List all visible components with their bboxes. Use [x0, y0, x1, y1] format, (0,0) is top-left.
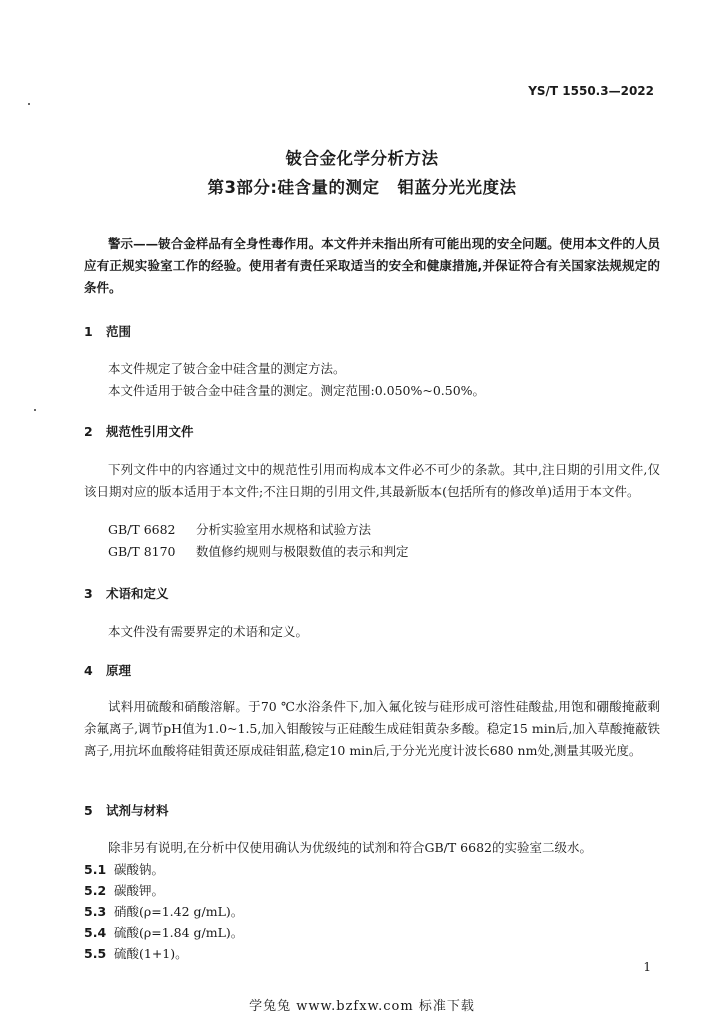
- reference-code: GB/T 6682: [108, 522, 176, 537]
- item-number: 5.4: [84, 925, 107, 940]
- reagent-item: [84, 923, 243, 941]
- reference-code: GB/T 8170: [108, 544, 176, 559]
- reagent-item: [84, 860, 164, 878]
- section-title: 范围: [106, 324, 132, 339]
- section-2-heading: [84, 422, 194, 440]
- scope-line-1: 本文件规定了铍合金中硅含量的测定方法。: [108, 361, 346, 376]
- section-4-heading: [84, 661, 131, 679]
- item-text: 硝酸(ρ=1.42 g/mL)。: [114, 904, 244, 919]
- item-text: 碳酸钾。: [114, 883, 165, 898]
- section-number: 1: [84, 324, 93, 339]
- item-text: 硫酸(1+1)。: [114, 946, 188, 961]
- section-5-heading: [84, 801, 169, 819]
- item-number: 5.5: [84, 946, 107, 961]
- document-subtitle: [0, 174, 724, 198]
- reference-title: 分析实验室用水规格和试验方法: [196, 522, 372, 537]
- reagents-intro: 除非另有说明,在分析中仅使用确认为优级纯的试剂和符合GB/T 6682的实验室二级水。: [108, 840, 592, 855]
- subtitle-part-1: 第3部分:硅含量的测定: [207, 178, 380, 197]
- reagent-item: [84, 881, 164, 899]
- subtitle-part-2: 钼蓝分光光度法: [397, 178, 517, 197]
- scope-line-2: 本文件适用于铍合金中硅含量的测定。测定范围:0.050%~0.50%。: [108, 383, 486, 398]
- section-title: 术语和定义: [106, 586, 169, 601]
- section-number: 2: [84, 424, 93, 439]
- reference-item: [108, 542, 409, 560]
- item-text: 硫酸(ρ=1.84 g/mL)。: [114, 925, 244, 940]
- standard-number: YS/T 1550.3—2022: [528, 84, 654, 98]
- section-1-heading: [84, 322, 131, 340]
- section-number: 4: [84, 663, 93, 678]
- reference-title: 数值修约规则与极限数值的表示和判定: [196, 544, 409, 559]
- section-number: 3: [84, 586, 93, 601]
- item-text: 碳酸钠。: [114, 862, 165, 877]
- section-number: 5: [84, 803, 93, 818]
- page-number: 1: [643, 960, 651, 974]
- scan-mark: [28, 103, 30, 105]
- watermark-footer: 学兔兔 www.bzfxw.com 标准下载: [249, 999, 475, 1014]
- document-title: 铍合金化学分析方法: [285, 149, 439, 168]
- section-title: 试剂与材料: [106, 803, 169, 818]
- normative-references-paragraph: 下列文件中的内容通过文中的规范性引用而构成本文件必不可少的条款。其中,注日期的引用文件,仅该日期对应的版本适用于本文件;不注日期的引用文件,其最新版本(包括所有的修改单)适用于本文件。: [84, 462, 660, 499]
- warning-paragraph: 警示——铍合金样品有全身性毒作用。本文件并未指出所有可能出现的安全问题。使用本文件的人员应有正规实验室工作的经验。使用者有责任采取适当的安全和健康措施,并保证符合有关国家法规规定的条件。: [84, 236, 660, 295]
- item-number: 5.2: [84, 883, 107, 898]
- section-3-heading: [84, 584, 169, 602]
- item-number: 5.1: [84, 862, 107, 877]
- reagent-item: [84, 902, 243, 920]
- terms-line: 本文件没有需要界定的术语和定义。: [108, 624, 309, 639]
- section-title: 规范性引用文件: [106, 424, 194, 439]
- scan-mark: [34, 409, 36, 411]
- reference-item: [108, 520, 371, 538]
- reagent-item: [84, 944, 188, 962]
- section-title: 原理: [106, 663, 132, 678]
- item-number: 5.3: [84, 904, 107, 919]
- principle-paragraph: 试料用硫酸和硝酸溶解。于70 ℃水浴条件下,加入氟化铵与硅形成可溶性硅酸盐,用饱和硼酸掩蔽剩余氟离子,调节pH值为1.0~1.5,加入钼酸铵与正硅酸生成硅钼黄杂多酸。稳定15 min后,加入草酸掩蔽铁离子,用抗坏血酸将硅钼黄还原成硅钼蓝,稳定10 min后,于分光光度计波长680 nm处,测量其吸光度。: [84, 699, 660, 758]
